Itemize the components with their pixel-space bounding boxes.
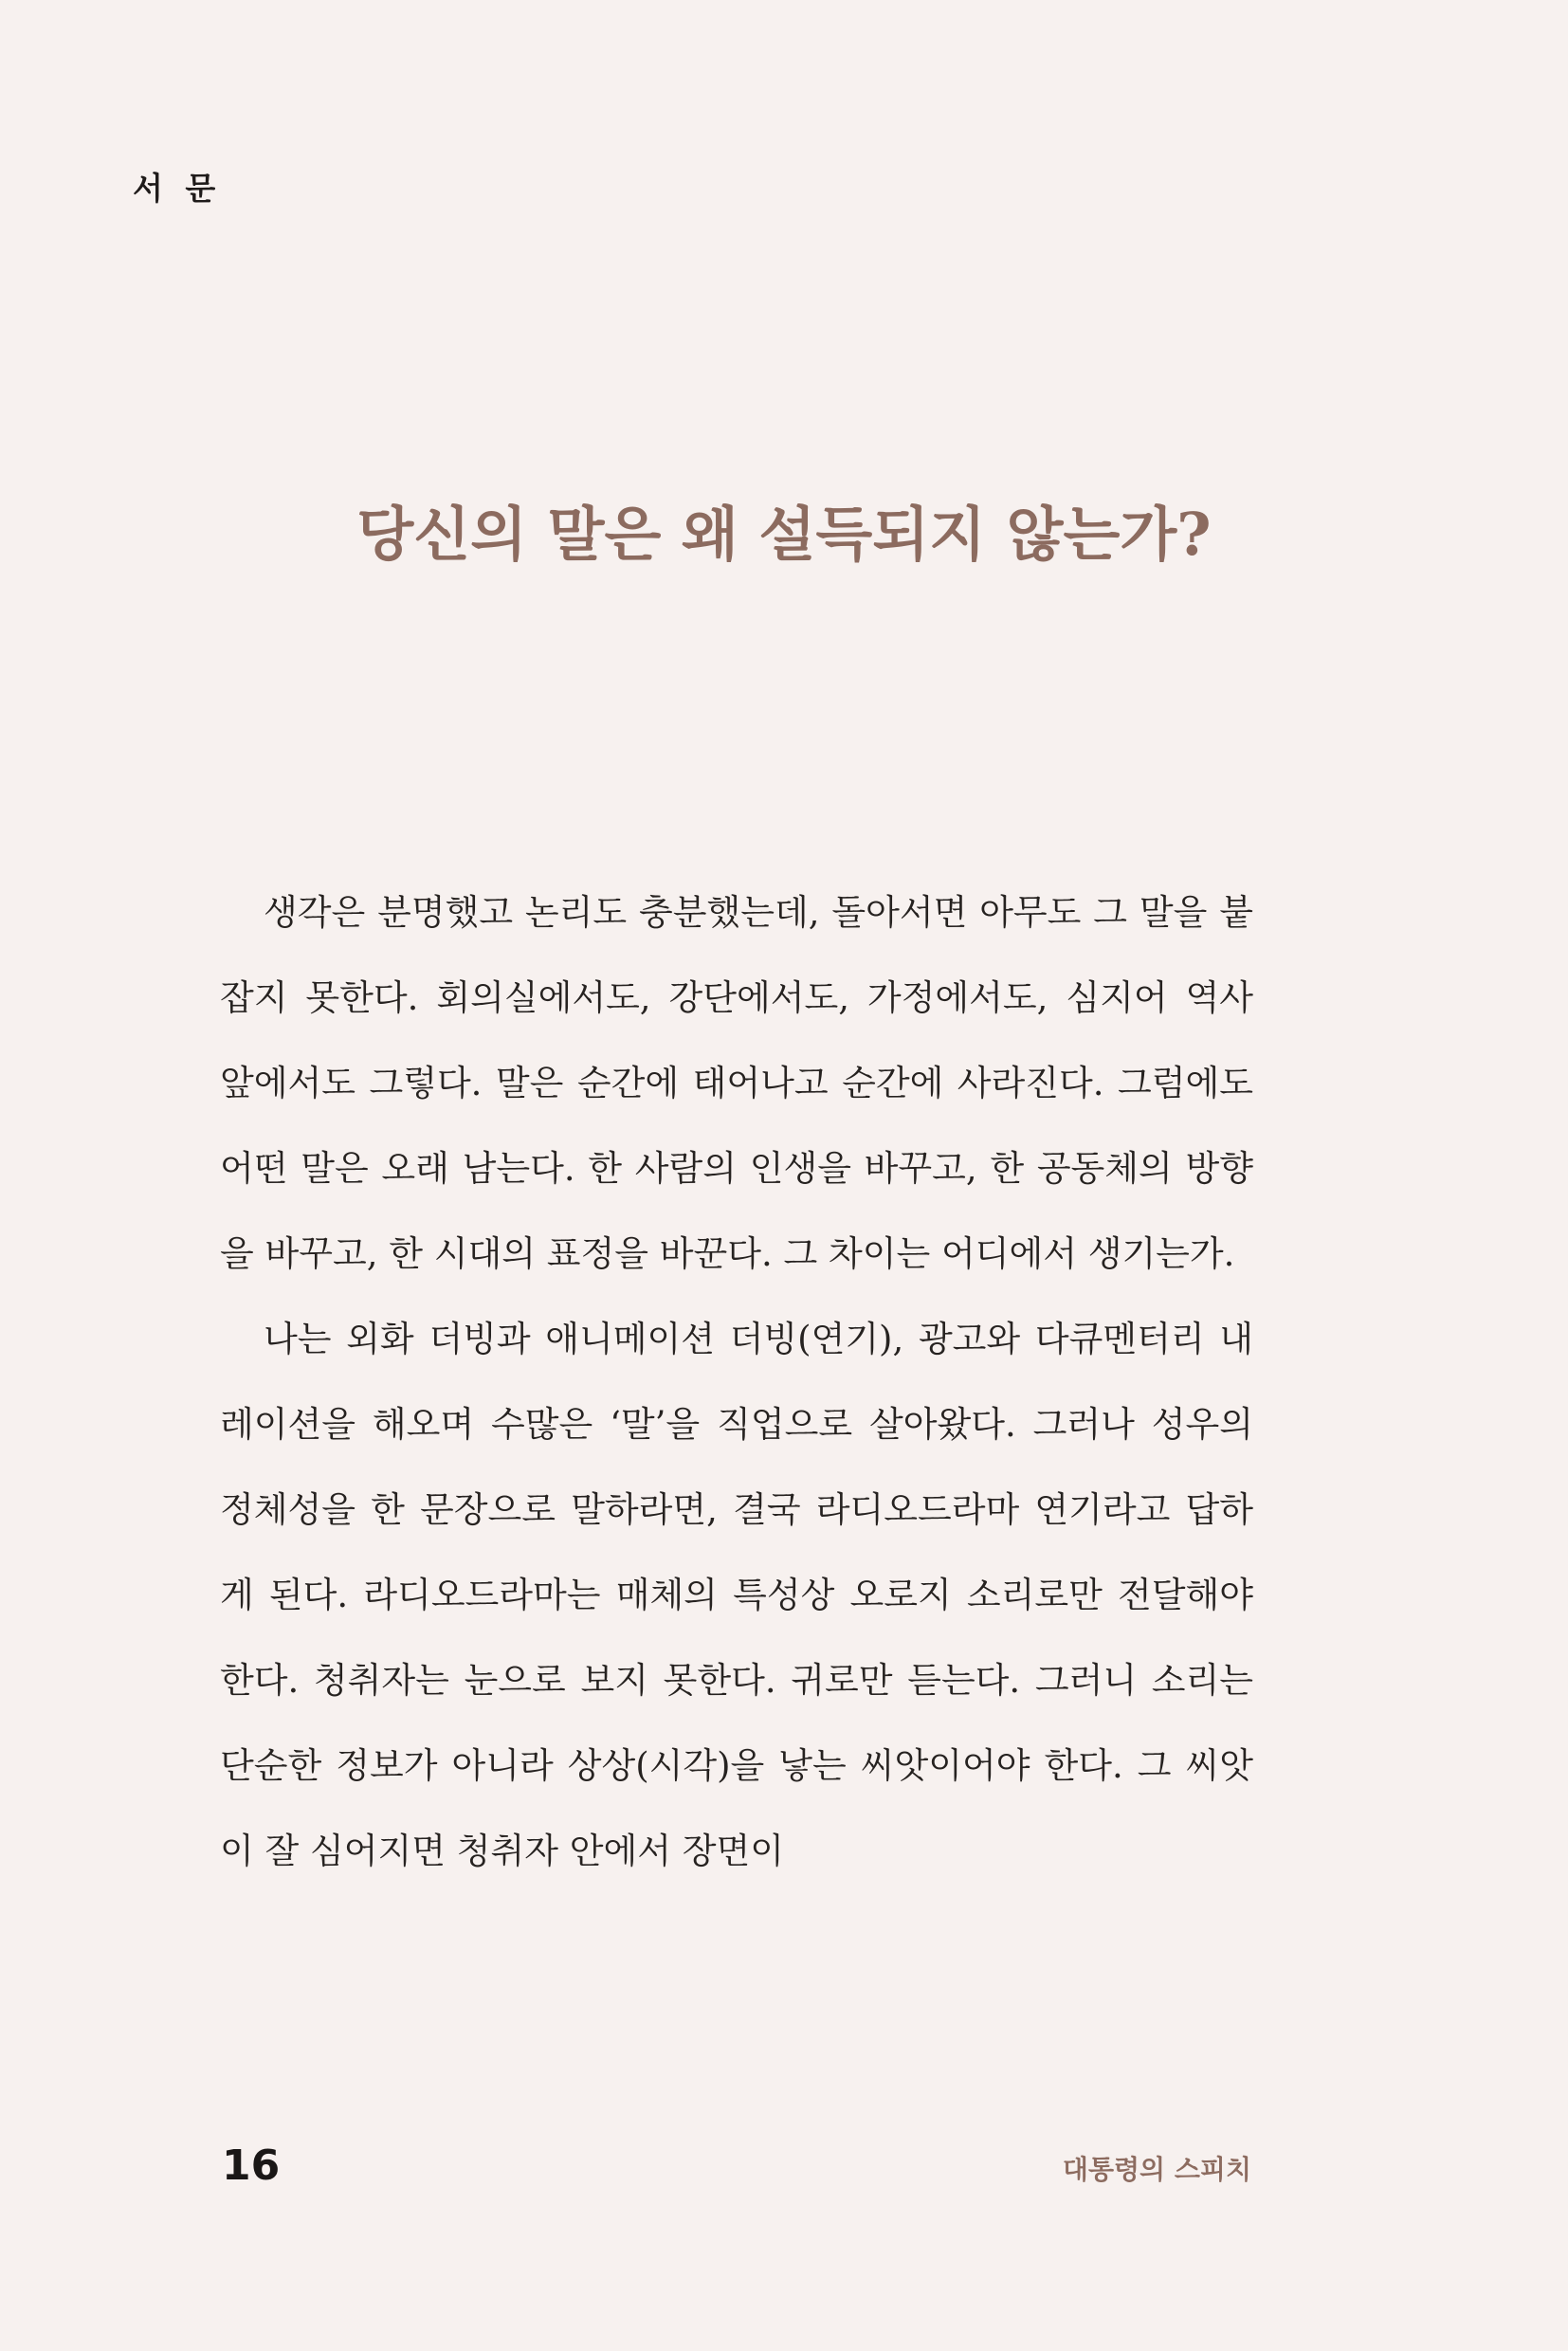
page-number: 16 (222, 2141, 281, 2190)
chapter-title: 당신의 말은 왜 설득되지 않는가? (356, 500, 1212, 569)
body-paragraph-2: 나는 외화 더빙과 애니메이션 더빙(연기), 광고와 다큐멘터리 내레이션을 해오며 수많은 ‘말’을 직업으로 살아왔다. 그러나 성우의 정체성을 한 문장으로 말하라면, 결국 라디오드라마 연기라고 답하게 된다. 라디오드라마는 매체의 특성상 오로지 소리로만 전달해야 한다. 청취자는 눈으로 보지 못한다. 귀로만 듣는다. 그러니 소리는 단순한 정보가 아니라 상상(시각)을 낳는 씨앗이어야 한다. 그 씨앗이 잘 심어지면 청취자 안에서 장면이 (220, 1319, 1253, 1871)
body-text (220, 870, 1253, 1894)
section-label: 서 문 (133, 170, 222, 207)
body-paragraph-1: 생각은 분명했고 논리도 충분했는데, 돌아서면 아무도 그 말을 붙잡지 못한다. 회의실에서도, 강단에서도, 가정에서도, 심지어 역사 앞에서도 그렇다. 말은 순간에 태어나고 순간에 사라진다. 그럼에도 어떤 말은 오래 남는다. 한 사람의 인생을 바꾸고, 한 공동체의 방향을 바꾸고, 한 시대의 표정을 바꾼다. 그 차이는 어디에서 생기는가. (220, 892, 1253, 1274)
running-book-title: 대통령의 스피치 (1062, 2154, 1251, 2185)
